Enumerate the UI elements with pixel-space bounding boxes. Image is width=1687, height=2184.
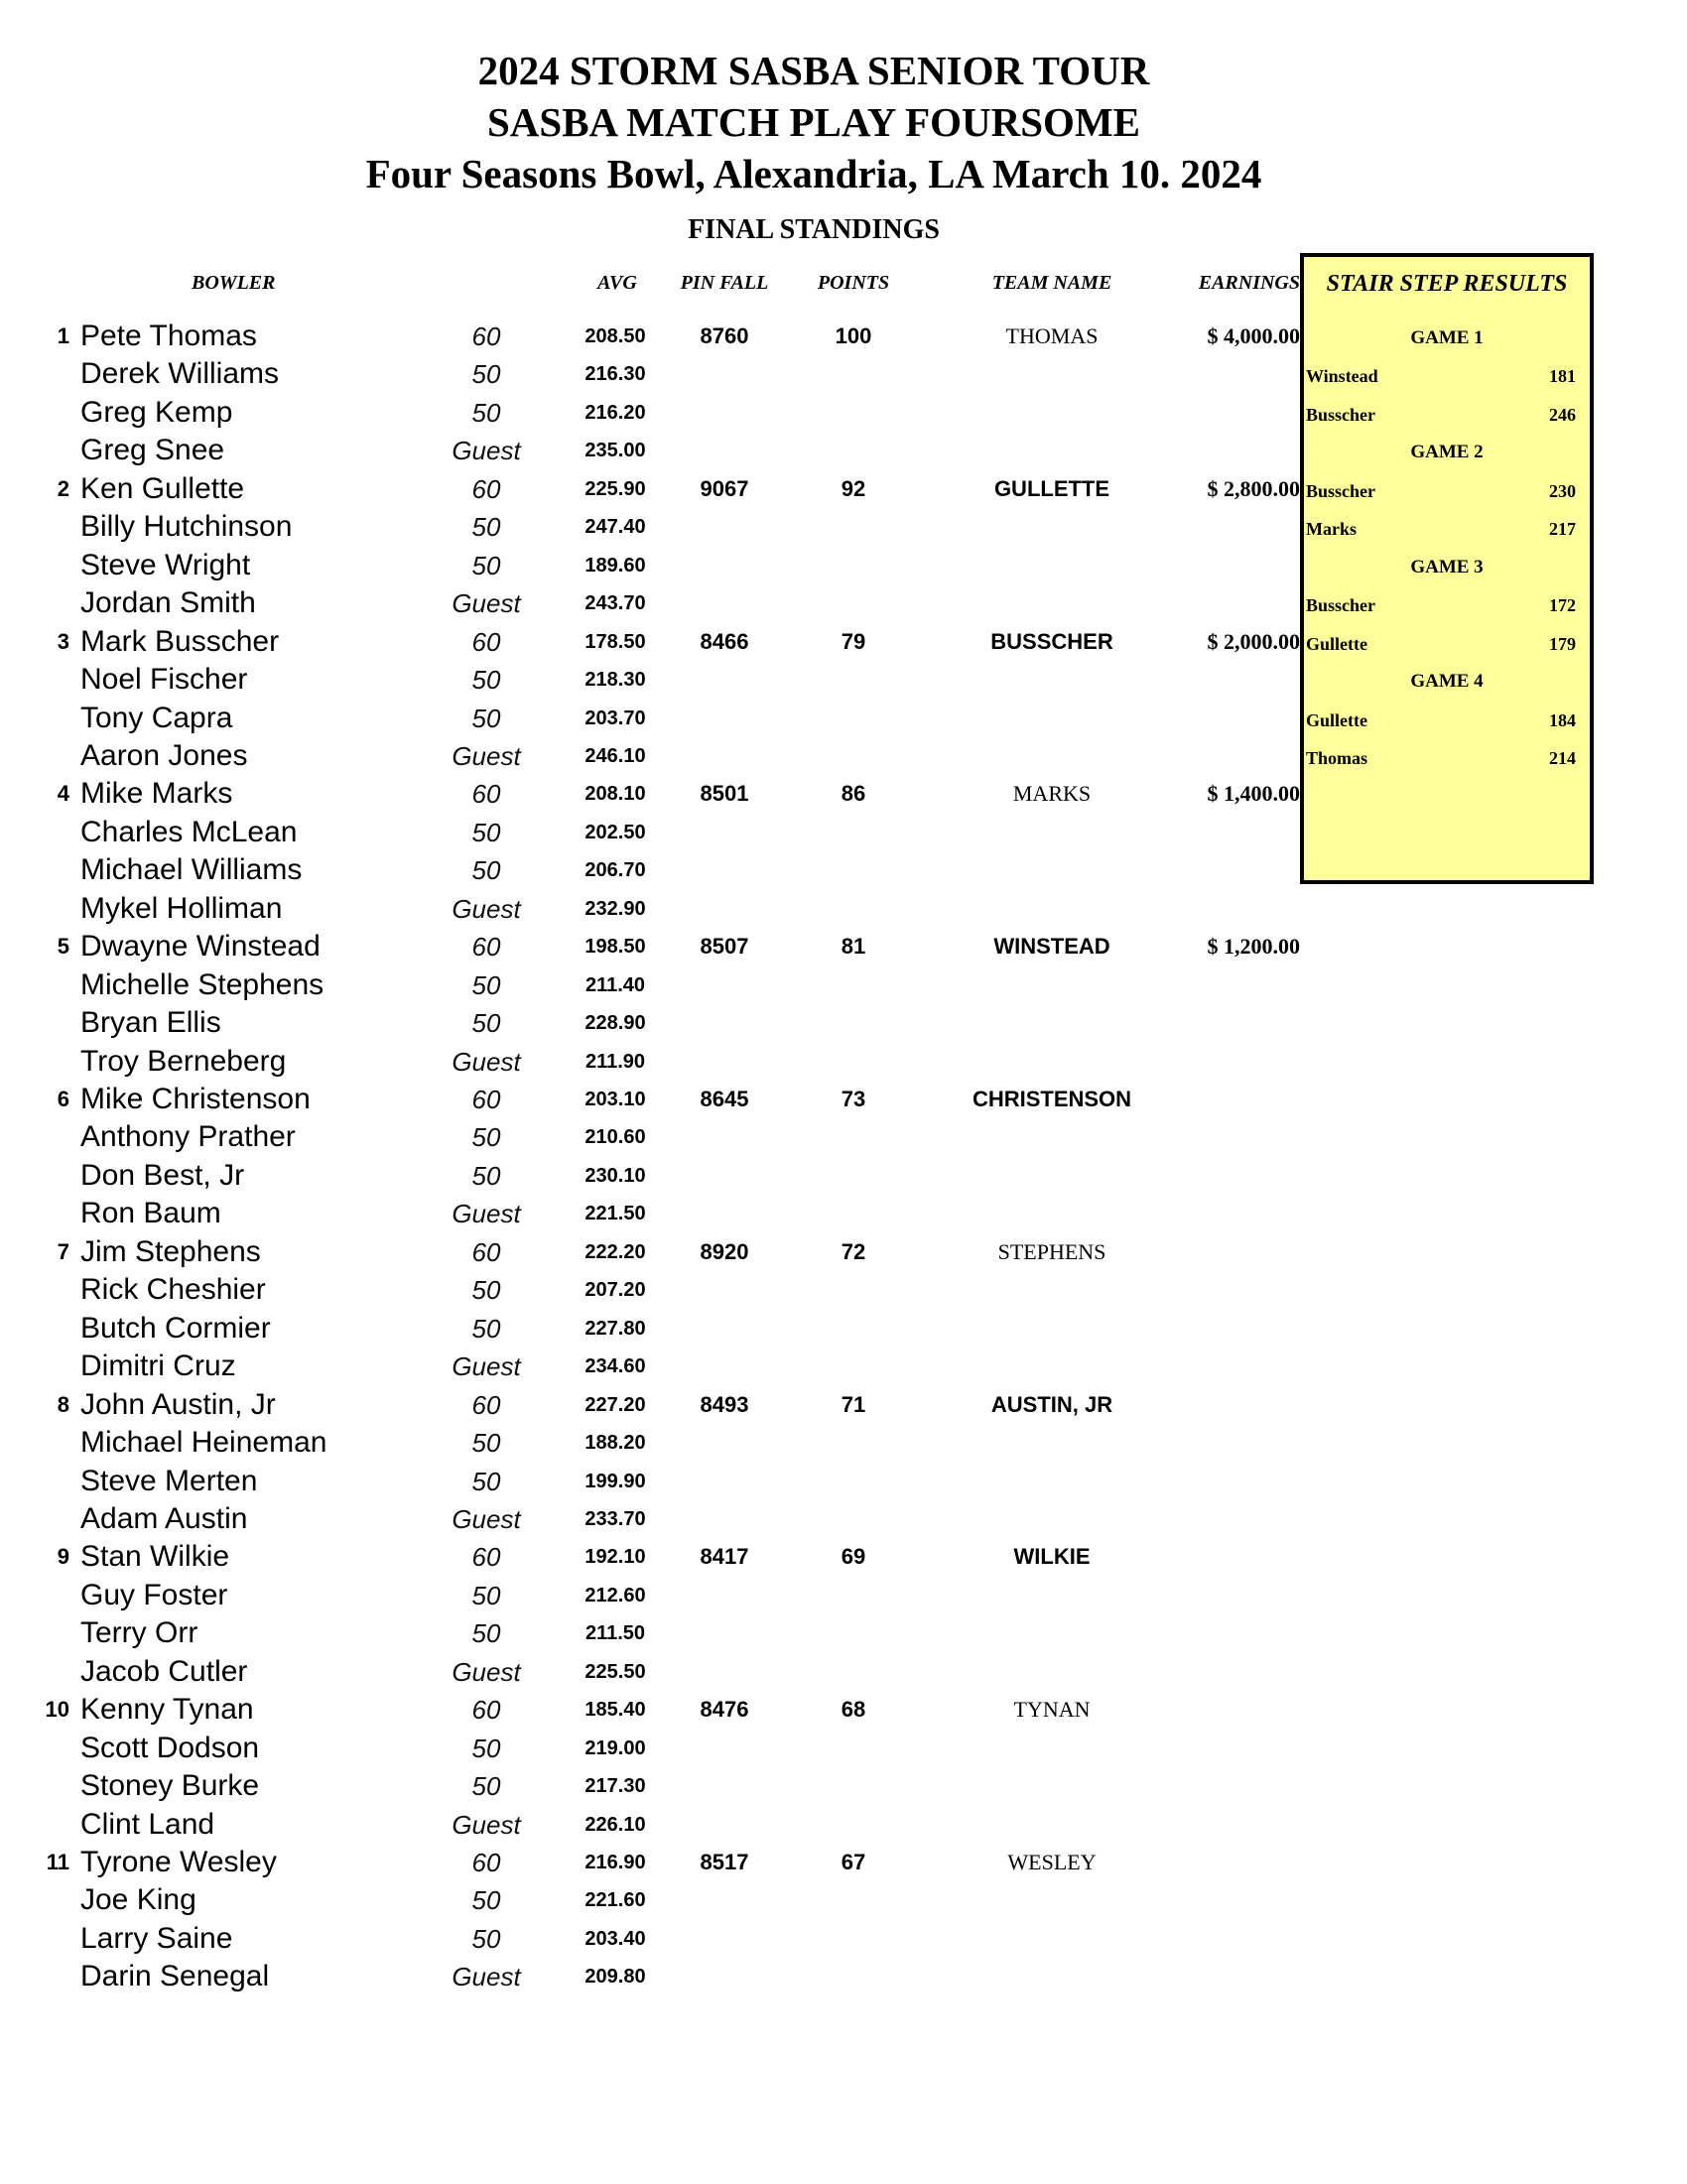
rank-cell: 4 bbox=[57, 781, 69, 807]
average-cell: 211.40 bbox=[584, 973, 646, 996]
rank-cell: 5 bbox=[57, 934, 69, 960]
average-cell: 235.00 bbox=[584, 440, 646, 462]
stair-bowler-name: Busscher bbox=[1306, 595, 1376, 616]
table-row bbox=[0, 318, 1300, 356]
average-cell: 216.30 bbox=[584, 363, 646, 386]
average-cell: 227.80 bbox=[584, 1317, 646, 1340]
final-standings-heading: FINAL STANDINGS bbox=[688, 214, 940, 245]
stair-bowler-name: Gullette bbox=[1306, 709, 1367, 730]
handicap-cell: 60 bbox=[471, 1085, 501, 1114]
stair-game-label: GAME 4 bbox=[1410, 671, 1484, 693]
table-row bbox=[0, 1538, 1300, 1577]
handicap-cell: Guest bbox=[452, 1199, 521, 1229]
bowler-name-cell: Rick Cheshier bbox=[80, 1273, 266, 1307]
bowler-name-cell: Michael Williams bbox=[80, 853, 303, 887]
team-name-cell: STEPHENS bbox=[997, 1238, 1106, 1264]
earnings-cell: $ 2,800.00 bbox=[1207, 475, 1300, 501]
pin-fall-cell: 9067 bbox=[700, 475, 749, 501]
table-row bbox=[0, 1233, 1300, 1272]
handicap-cell: Guest bbox=[452, 1656, 521, 1687]
bowler-name-cell: Kenny Tynan bbox=[80, 1693, 254, 1727]
average-cell: 185.40 bbox=[584, 1699, 646, 1722]
bowler-name-cell: Mike Marks bbox=[80, 777, 233, 811]
average-cell: 228.90 bbox=[584, 1012, 646, 1035]
average-cell: 207.20 bbox=[584, 1279, 646, 1302]
table-row bbox=[0, 1004, 1300, 1043]
bowler-name-cell: Bryan Ellis bbox=[80, 1006, 221, 1040]
stair-score: 179 bbox=[1549, 633, 1576, 654]
table-row bbox=[0, 1653, 1300, 1692]
table-row bbox=[0, 700, 1300, 738]
table-row bbox=[0, 1118, 1300, 1157]
bowler-name-cell: Scott Dodson bbox=[80, 1731, 260, 1764]
table-row bbox=[0, 1043, 1300, 1082]
table-row bbox=[0, 661, 1300, 700]
table-row bbox=[0, 775, 1300, 814]
average-cell: 203.40 bbox=[584, 1927, 646, 1950]
earnings-cell: $ 2,000.00 bbox=[1207, 628, 1300, 654]
bowler-name-cell: Butch Cormier bbox=[80, 1311, 271, 1345]
bowler-column-header: BOWLER bbox=[192, 272, 276, 294]
table-row bbox=[0, 1577, 1300, 1615]
team-name-cell: WESLEY bbox=[1007, 1850, 1097, 1874]
table-row bbox=[0, 508, 1300, 547]
rank-cell: 8 bbox=[57, 1391, 69, 1417]
pin-fall-cell: 8517 bbox=[700, 1850, 749, 1874]
bowler-name-cell: Derek Williams bbox=[80, 357, 280, 391]
stair-bowler-name: Busscher bbox=[1306, 404, 1376, 425]
handicap-cell: 50 bbox=[471, 1923, 501, 1954]
table-row bbox=[0, 1614, 1300, 1653]
bowler-name-cell: Darin Senegal bbox=[80, 1960, 270, 1993]
pin-fall-cell: 8645 bbox=[700, 1087, 749, 1111]
average-cell: 247.40 bbox=[584, 516, 646, 539]
stair-score: 246 bbox=[1549, 404, 1576, 425]
bowler-name-cell: Stan Wilkie bbox=[80, 1540, 230, 1574]
average-cell: 206.70 bbox=[584, 859, 646, 882]
handicap-cell: Guest bbox=[452, 588, 521, 619]
average-cell: 233.70 bbox=[584, 1507, 646, 1530]
table-row bbox=[0, 1691, 1300, 1730]
average-cell: 203.10 bbox=[584, 1089, 646, 1110]
bowler-name-cell: Larry Saine bbox=[80, 1921, 233, 1955]
average-cell: 216.90 bbox=[584, 1852, 646, 1873]
handicap-cell: 60 bbox=[471, 1542, 501, 1573]
stair-result-row bbox=[1304, 706, 1590, 735]
stair-score: 214 bbox=[1549, 747, 1576, 768]
bowler-name-cell: Jim Stephens bbox=[80, 1234, 261, 1268]
table-row bbox=[0, 1386, 1300, 1425]
team-name-cell: AUSTIN, JR bbox=[990, 1391, 1113, 1417]
pin-fall-cell: 8466 bbox=[700, 628, 749, 654]
handicap-cell: 50 bbox=[471, 703, 501, 733]
points-cell: 69 bbox=[841, 1544, 866, 1570]
handicap-cell: 50 bbox=[471, 1466, 501, 1496]
stair-score: 172 bbox=[1549, 595, 1576, 616]
bowler-name-cell: Michelle Stephens bbox=[80, 967, 324, 1001]
average-cell: 216.20 bbox=[584, 401, 646, 424]
handicap-cell: 50 bbox=[471, 1313, 501, 1344]
table-row bbox=[0, 928, 1300, 966]
table-row bbox=[0, 1844, 1300, 1882]
average-cell: 198.50 bbox=[584, 936, 646, 959]
average-cell: 234.60 bbox=[584, 1355, 646, 1378]
bowler-name-cell: Greg Snee bbox=[80, 434, 225, 467]
bowler-name-cell: Jordan Smith bbox=[80, 586, 256, 620]
points-cell: 79 bbox=[841, 628, 866, 654]
table-row bbox=[0, 1271, 1300, 1310]
pin-fall-cell: 8493 bbox=[700, 1391, 749, 1417]
bowler-name-cell: John Austin, Jr bbox=[80, 1387, 276, 1421]
stair-score: 181 bbox=[1549, 366, 1576, 387]
table-row bbox=[0, 547, 1300, 585]
average-cell: 221.60 bbox=[584, 1889, 646, 1912]
table-row bbox=[0, 814, 1300, 852]
average-cell: 225.90 bbox=[584, 477, 646, 500]
table-row bbox=[0, 1806, 1300, 1845]
average-cell: 227.20 bbox=[584, 1393, 646, 1416]
points-cell: 86 bbox=[841, 781, 866, 807]
handicap-cell: 50 bbox=[471, 512, 501, 543]
bowler-name-cell: Tony Capra bbox=[80, 701, 233, 734]
average-cell: 246.10 bbox=[584, 744, 646, 767]
handicap-cell: 50 bbox=[471, 1885, 501, 1916]
table-row bbox=[0, 1767, 1300, 1806]
handicap-cell: 50 bbox=[471, 1733, 501, 1763]
stair-bowler-name: Marks bbox=[1306, 519, 1357, 540]
pin-fall-column-header: PIN FALL bbox=[680, 272, 769, 294]
handicap-cell: 60 bbox=[471, 1695, 501, 1726]
handicap-cell: 50 bbox=[471, 359, 501, 390]
average-cell: 208.10 bbox=[584, 783, 646, 806]
stair-step-title: STAIR STEP RESULTS bbox=[1326, 271, 1568, 297]
table-row bbox=[0, 1195, 1300, 1233]
table-row bbox=[0, 737, 1300, 776]
average-cell: 209.80 bbox=[584, 1966, 646, 1989]
stair-score: 217 bbox=[1549, 519, 1576, 540]
table-row bbox=[0, 1348, 1300, 1386]
handicap-cell: Guest bbox=[452, 1503, 521, 1534]
rank-cell: 9 bbox=[57, 1544, 69, 1570]
handicap-cell: 50 bbox=[471, 1122, 501, 1153]
table-row bbox=[0, 584, 1300, 623]
average-cell: 226.10 bbox=[584, 1813, 646, 1836]
handicap-cell: 60 bbox=[471, 932, 501, 963]
stair-score: 230 bbox=[1549, 480, 1576, 501]
stair-bowler-name: Gullette bbox=[1306, 633, 1367, 654]
bowler-name-cell: Adam Austin bbox=[80, 1501, 248, 1535]
stair-bowler-name: Winstead bbox=[1306, 366, 1378, 387]
bowler-name-cell: Mark Busscher bbox=[80, 624, 280, 658]
handicap-cell: Guest bbox=[452, 1046, 521, 1077]
points-cell: 100 bbox=[835, 323, 872, 348]
stair-bowler-name: Thomas bbox=[1306, 747, 1368, 768]
table-row bbox=[0, 1958, 1300, 1996]
avg-column-header: AVG bbox=[597, 272, 637, 294]
handicap-cell: 50 bbox=[471, 665, 501, 696]
handicap-cell: 50 bbox=[471, 1580, 501, 1610]
handicap-cell: 50 bbox=[471, 550, 501, 580]
table-row bbox=[0, 1310, 1300, 1349]
average-cell: 202.50 bbox=[584, 821, 646, 843]
points-cell: 67 bbox=[841, 1850, 866, 1874]
average-cell: 203.70 bbox=[584, 707, 646, 729]
handicap-cell: 50 bbox=[471, 1428, 501, 1459]
points-cell: 73 bbox=[841, 1087, 866, 1111]
handicap-cell: Guest bbox=[452, 1809, 521, 1840]
bowler-name-cell: Ken Gullette bbox=[80, 471, 245, 505]
handicap-cell: 60 bbox=[471, 1236, 501, 1267]
bowler-name-cell: Ron Baum bbox=[80, 1197, 221, 1230]
team-name-cell: TYNAN bbox=[1013, 1697, 1091, 1723]
pin-fall-cell: 8920 bbox=[700, 1238, 749, 1264]
stair-game-label: GAME 2 bbox=[1410, 442, 1484, 463]
average-cell: 211.50 bbox=[584, 1622, 646, 1645]
average-cell: 192.10 bbox=[584, 1546, 646, 1569]
average-cell: 225.50 bbox=[584, 1660, 646, 1683]
average-cell: 189.60 bbox=[584, 554, 646, 577]
rank-cell: 7 bbox=[57, 1238, 69, 1264]
rank-cell: 2 bbox=[57, 475, 69, 501]
bowler-name-cell: Greg Kemp bbox=[80, 395, 233, 429]
stair-result-row bbox=[1304, 743, 1590, 773]
stair-bowler-name: Busscher bbox=[1306, 480, 1376, 501]
handicap-cell: 50 bbox=[471, 1160, 501, 1191]
pin-fall-cell: 8417 bbox=[700, 1544, 749, 1570]
bowler-name-cell: Troy Berneberg bbox=[80, 1044, 287, 1078]
handicap-cell: 50 bbox=[471, 969, 501, 1000]
handicap-cell: Guest bbox=[452, 893, 521, 924]
handicap-cell: 60 bbox=[471, 1848, 501, 1877]
team-name-cell: THOMAS bbox=[1005, 323, 1099, 348]
table-row bbox=[0, 1463, 1300, 1501]
points-cell: 71 bbox=[841, 1391, 866, 1417]
handicap-cell: Guest bbox=[452, 436, 521, 466]
table-row bbox=[0, 966, 1300, 1005]
table-row bbox=[0, 1881, 1300, 1920]
handicap-cell: 50 bbox=[471, 1771, 501, 1802]
rank-cell: 11 bbox=[46, 1850, 69, 1874]
handicap-cell: 50 bbox=[471, 1618, 501, 1649]
stair-result-row bbox=[1304, 629, 1590, 659]
table-row bbox=[0, 1920, 1300, 1959]
table-row bbox=[0, 1730, 1300, 1768]
rank-cell: 3 bbox=[57, 628, 69, 654]
stair-step-results-box bbox=[1300, 253, 1594, 884]
team-name-cell: BUSSCHER bbox=[990, 628, 1113, 654]
stair-result-row bbox=[1304, 361, 1590, 391]
earnings-cell: $ 4,000.00 bbox=[1207, 323, 1300, 348]
handicap-cell: 50 bbox=[471, 1275, 501, 1306]
average-cell: 217.30 bbox=[584, 1775, 646, 1798]
team-name-column-header: TEAM NAME bbox=[991, 272, 1112, 294]
team-name-cell: GULLETTE bbox=[993, 475, 1110, 501]
handicap-cell: 60 bbox=[471, 626, 501, 657]
points-cell: 68 bbox=[841, 1697, 866, 1723]
bowler-name-cell: Charles McLean bbox=[80, 815, 298, 848]
points-cell: 81 bbox=[841, 934, 866, 960]
average-cell: 222.20 bbox=[584, 1240, 646, 1263]
bowler-name-cell: Michael Heineman bbox=[80, 1426, 327, 1460]
pin-fall-cell: 8760 bbox=[700, 323, 749, 348]
bowler-name-cell: Tyrone Wesley bbox=[80, 1846, 277, 1878]
stair-result-row bbox=[1304, 514, 1590, 544]
team-name-cell: MARKS bbox=[1012, 781, 1092, 807]
table-row bbox=[0, 1424, 1300, 1463]
bowler-name-cell: Mike Christenson bbox=[80, 1083, 311, 1115]
average-cell: 218.30 bbox=[584, 669, 646, 692]
bowler-name-cell: Pete Thomas bbox=[80, 320, 257, 352]
points-cell: 92 bbox=[841, 475, 866, 501]
bowler-name-cell: Mykel Holliman bbox=[80, 891, 283, 925]
table-row bbox=[0, 1500, 1300, 1539]
stair-result-row bbox=[1304, 400, 1590, 430]
pin-fall-cell: 8476 bbox=[700, 1697, 749, 1723]
team-name-cell: CHRISTENSON bbox=[972, 1087, 1132, 1111]
table-row bbox=[0, 432, 1300, 470]
tour-title: 2024 STORM SASBA SENIOR TOUR bbox=[477, 48, 1150, 93]
average-cell: 212.60 bbox=[584, 1584, 646, 1606]
earnings-cell: $ 1,200.00 bbox=[1207, 934, 1300, 960]
handicap-cell: 60 bbox=[471, 321, 501, 351]
earnings-column-header: EARNINGS bbox=[1198, 272, 1300, 294]
bowler-name-cell: Noel Fischer bbox=[80, 663, 248, 697]
stair-game-label: GAME 1 bbox=[1410, 327, 1484, 348]
bowler-name-cell: Don Best, Jr bbox=[80, 1158, 245, 1192]
bowler-name-cell: Billy Hutchinson bbox=[80, 510, 293, 544]
handicap-cell: Guest bbox=[452, 1351, 521, 1382]
average-cell: 230.10 bbox=[584, 1164, 646, 1187]
handicap-cell: 50 bbox=[471, 397, 501, 428]
rank-cell: 6 bbox=[57, 1087, 69, 1111]
handicap-cell: 60 bbox=[471, 779, 501, 810]
table-row bbox=[0, 470, 1300, 509]
average-cell: 232.90 bbox=[584, 897, 646, 920]
bowler-name-cell: Dimitri Cruz bbox=[80, 1349, 236, 1383]
handicap-cell: 50 bbox=[471, 817, 501, 847]
table-row bbox=[0, 890, 1300, 929]
average-cell: 221.50 bbox=[584, 1203, 646, 1225]
handicap-cell: 50 bbox=[471, 855, 501, 886]
bowler-name-cell: Guy Foster bbox=[80, 1578, 228, 1611]
average-cell: 199.90 bbox=[584, 1470, 646, 1492]
average-cell: 211.90 bbox=[584, 1050, 646, 1073]
handicap-cell: Guest bbox=[452, 1962, 521, 1992]
average-cell: 208.50 bbox=[584, 325, 646, 347]
bowler-name-cell: Stoney Burke bbox=[80, 1769, 260, 1803]
handicap-cell: 60 bbox=[471, 473, 501, 504]
bowler-name-cell: Steve Wright bbox=[80, 548, 251, 581]
handicap-cell: 60 bbox=[471, 1389, 501, 1420]
bowler-name-cell: Dwayne Winstead bbox=[80, 930, 321, 964]
average-cell: 210.60 bbox=[584, 1126, 646, 1149]
average-cell: 188.20 bbox=[584, 1432, 646, 1455]
table-row bbox=[0, 355, 1300, 394]
pin-fall-cell: 8501 bbox=[700, 781, 749, 807]
stair-result-row bbox=[1304, 590, 1590, 620]
earnings-cell: $ 1,400.00 bbox=[1207, 781, 1300, 807]
table-row bbox=[0, 851, 1300, 890]
handicap-cell: 50 bbox=[471, 1008, 501, 1039]
stair-score: 184 bbox=[1549, 709, 1576, 730]
bowler-name-cell: Aaron Jones bbox=[80, 738, 248, 772]
bowler-name-cell: Anthony Prather bbox=[80, 1120, 296, 1154]
rank-cell: 10 bbox=[45, 1697, 69, 1723]
team-name-cell: WILKIE bbox=[1013, 1544, 1091, 1570]
table-row bbox=[0, 1081, 1300, 1119]
points-column-header: POINTS bbox=[817, 272, 890, 294]
bowler-name-cell: Clint Land bbox=[80, 1807, 215, 1841]
bowler-name-cell: Steve Merten bbox=[80, 1464, 258, 1497]
pin-fall-cell: 8507 bbox=[700, 934, 749, 960]
handicap-cell: Guest bbox=[452, 740, 521, 771]
bowler-name-cell: Jacob Cutler bbox=[80, 1654, 248, 1688]
bowler-name-cell: Terry Orr bbox=[80, 1616, 198, 1650]
rank-cell: 1 bbox=[57, 323, 69, 348]
stair-game-label: GAME 3 bbox=[1410, 556, 1484, 578]
table-row bbox=[0, 394, 1300, 433]
average-cell: 219.00 bbox=[584, 1736, 646, 1759]
event-title: SASBA MATCH PLAY FOURSOME bbox=[487, 99, 1140, 145]
average-cell: 243.70 bbox=[584, 592, 646, 615]
table-row bbox=[0, 623, 1300, 662]
average-cell: 178.50 bbox=[584, 630, 646, 653]
team-name-cell: WINSTEAD bbox=[993, 934, 1110, 960]
stair-result-row bbox=[1304, 476, 1590, 506]
table-row bbox=[0, 1157, 1300, 1196]
bowler-name-cell: Joe King bbox=[80, 1883, 196, 1917]
venue-date-title: Four Seasons Bowl, Alexandria, LA March 10. 2024 bbox=[365, 151, 1262, 196]
points-cell: 72 bbox=[841, 1238, 866, 1264]
